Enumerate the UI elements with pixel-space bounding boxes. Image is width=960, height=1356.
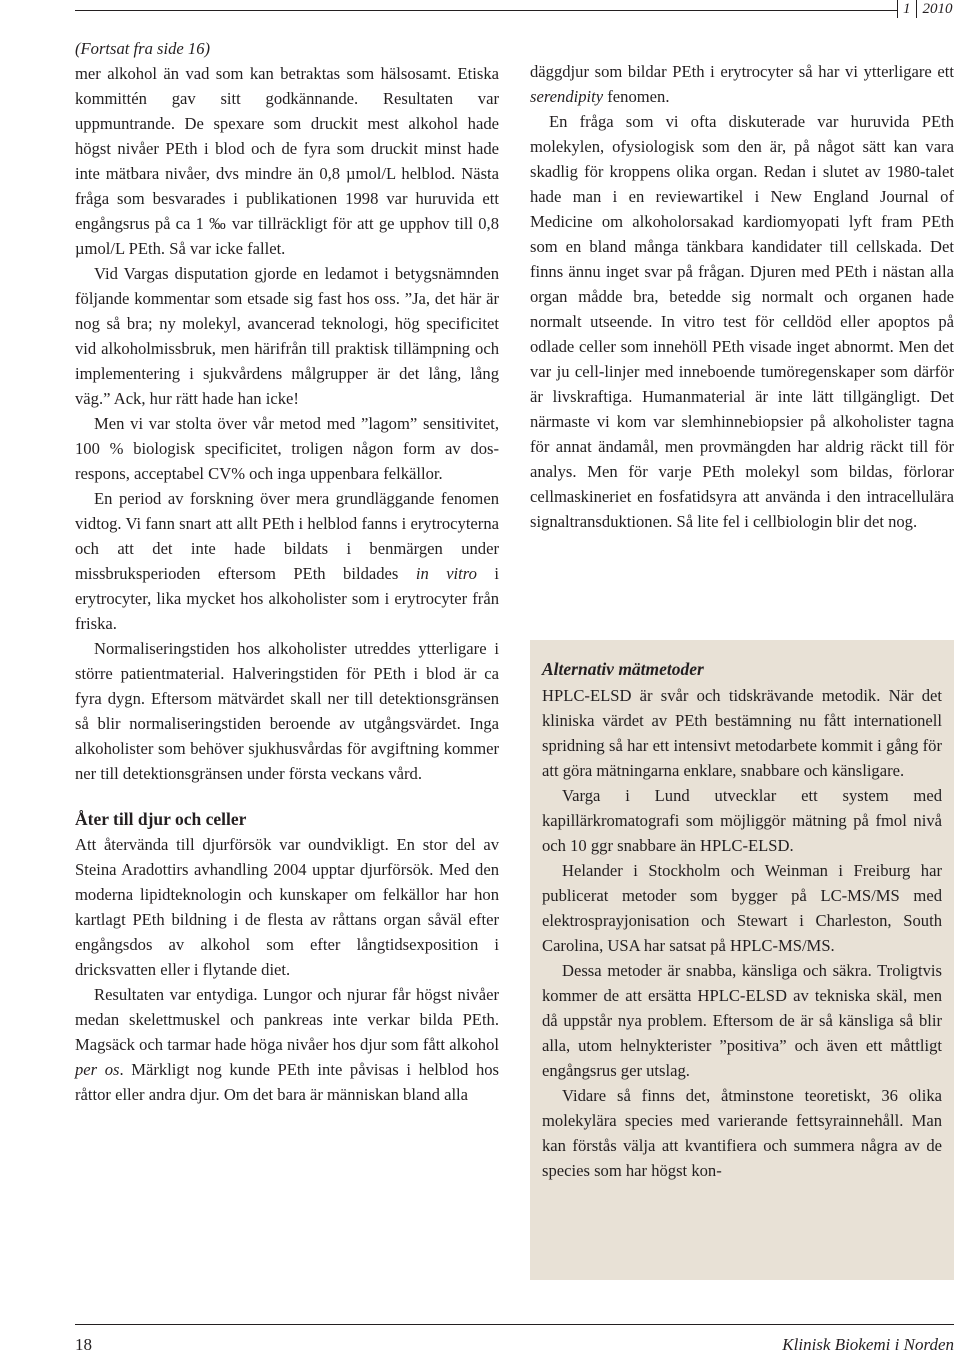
page-number: 18 [75,1335,92,1354]
sidebar-paragraph: Varga i Lund utvecklar ett system med kapillärkromatografi som möjliggör mätning på fmol nivå och 10 ggr snabbare än HPLC-ELSD. [542,786,942,855]
journal-name: Klinisk Biokemi i Norden [782,1335,954,1354]
italic-term: in vitro [415,564,477,583]
sidebar-paragraph: Helander i Stockholm och Weinman i Freiburg har publicerat metoder som bygger på LC-MS/MS med elektrosprayjonisation och Stewart i Charleston, South Carolina, USA har satsat på HPLC-MS/MS. [542,861,942,955]
paragraph: mer alkohol än vad som kan betraktas som hälsosamt. Etiska kommittén gav sitt godkännande. Resultaten var uppmuntrande. De spexare som druckit mest alkohol hade högst nivåer PEth i blod och de fyra som druckit minst hade inte mätbara nivåer, dvs mindre än 0,8 µmol/L helblod. Nästa fråga som besvarades i publikationen 1998 var huruvida ett engångsrus på ca 1 ‰ var tillräckligt för att ge upphov till 0,8 µmol/L PEth. Så var icke fallet. [75,64,499,258]
header-rule [75,10,897,11]
footer-rule [75,1324,954,1325]
italic-term: serendipity [530,87,604,106]
paragraph [75,486,499,636]
paragraph [75,982,499,1107]
paragraph: Men vi var stolta över vår metod med ”lagom” sensitivitet, 100 % biologisk specificitet, troligen någon form av dos-respons, acceptabel CV% och inga uppenbara felkällor. [75,414,499,483]
text-run: i erytrocyter, lika mycket hos alkoholister som i erytrocyter från friska. [75,564,500,633]
text-run: Resultaten var entydiga. Lungor och njurar får högst nivåer medan skelettmuskel och pankreas inte verkar bilda PEth. Magsäck och tarmar hade höga nivåer hos djur som fått alkohol [75,985,499,1054]
paragraph: Normaliseringstiden hos alkoholister utreddes ytterligare i större patientmaterial. Halveringstiden för PEth i blod är ca fyra dygn. Eftersom mätvärdet skall ner till detektionsgränsen så blir normaliseringstiden beroende av utgångsvärdet. Inga alkoholister som behöver sjukhusvårdas för avgiftning kommer ner till detektionsgränsen under första veckans vård. [75,639,499,783]
text-run: En period av forskning över mera grundläggande fenomen vidtog. Vi fann snart att allt PEth i helblod fanns i erytrocyterna och att det inte hade bildats i benmärgen under missbruksperioden eftersom PEth bildades [75,489,499,583]
sidebar-paragraph: HPLC-ELSD är svår och tidskrävande metodik. När det kliniska värdet av PEth bestämning nu fått internationell spridning så har ett intensivt metodarbete kommit i gång för att göra mätningarna enklare, snabbare och känsligare. [542,686,942,780]
paragraph: Att återvända till djurförsök var oundvikligt. En stor del av Steina Aradottirs avhandling 2004 upptar djurförsök. Med den moderna lipidteknologin och kunskaper om felkällor har hon kartlagt PEth bildning i de flesta av råttans organ såväl efter engångsdos av alkohol som efter långtidsexposition i dricksvatten eller i flytande diet. [75,835,499,979]
text-run: . Märkligt nog kunde PEth inte påvisas i helblod hos råttor eller andra djur. Om det bara är människan bland alla [75,1060,499,1104]
sidebar-content [542,656,942,1183]
sidebar-box [530,640,954,1280]
sidebar-title: Alternativ mätmetoder [542,659,704,679]
paragraph: Vid Vargas disputation gjorde en ledamot i betygsnämnden följande kommentar som etsade sig fast hos oss. ”Ja, det här är nog så bra; ny molekyl, avancerad teknologi, hög specificitet vid alkoholmissbruk, men härifrån till praktisk tillämpning och implementering i sjukvårdens målgrupper är det lång, lång väg.” Ack, hur rätt hade han icke! [75,264,499,408]
issue-year: 2010 [922,1,953,17]
sidebar-paragraph: Vidare så finns det, åtminstone teoretiskt, 36 olika molekylära species med varierande fettsyrainnehåll. Man kan förstås välja att kvantifiera och summera några av de species som har högst kon- [542,1086,942,1180]
paragraph [530,59,954,109]
paragraph: En fråga som vi ofta diskuterade var huruvida PEth molekylen, ofysiologisk som den är, på något sätt kan vara skadlig för kroppens olika organ. Redan i slutet av 1980-talet hade man i en reviewartikel i New England Journal of Medicine om alkoholorsakad kardiomyopati lyft fram PEth som en bland många tänkbara kandidater till cellskada. Det finns ännu inget svar på frågan. Djuren med PEth i nästan alla organ mådde bra, betedde sig normalt och organen hade normalt utseende. In vitro test för celldöd eller apoptos på odlade celler som innehöll PEth visade inget abnormt. Men det var ju cell-linjer med inneboende tumöregenskaper som därför är livskraftiga. Humanmaterial är inte lätt tillgängligt. Det närmaste vi kom var slemhinnebiopsier på alkoholister tagna för annat ändamål, men provmängden har aldrig räckt till för analys. Men för varje PEth molekyl som bildas, förlorar cellmaskineriet en fosfatidsyra att använda i den intracellulära signaltransduktionen. Så lite fel i cellbiologin blir det nog. [530,112,954,531]
right-column [530,59,954,534]
issue-indicator [897,0,953,18]
left-column [75,36,499,1107]
issue-number: 1 [903,1,911,17]
section-heading: Åter till djur och celler [75,809,247,829]
text-run: fenomen. [607,87,670,106]
text-run: däggdjur som bildar PEth i erytrocyter så har vi ytterligare ett [530,62,954,81]
sidebar-paragraph: Dessa metoder är snabba, känsliga och säkra. Troligtvis kommer de att ersätta HPLC-ELSD av tekniska skäl, men då uppstår nya problem. Eftersom de är så känsliga så blir alla, utom helnykterister ”positiva” och även ett måttligt engångsrus ger utslag. [542,961,942,1080]
italic-term: per os [75,1060,120,1079]
continued-note: (Fortsat fra side 16) [75,39,211,58]
